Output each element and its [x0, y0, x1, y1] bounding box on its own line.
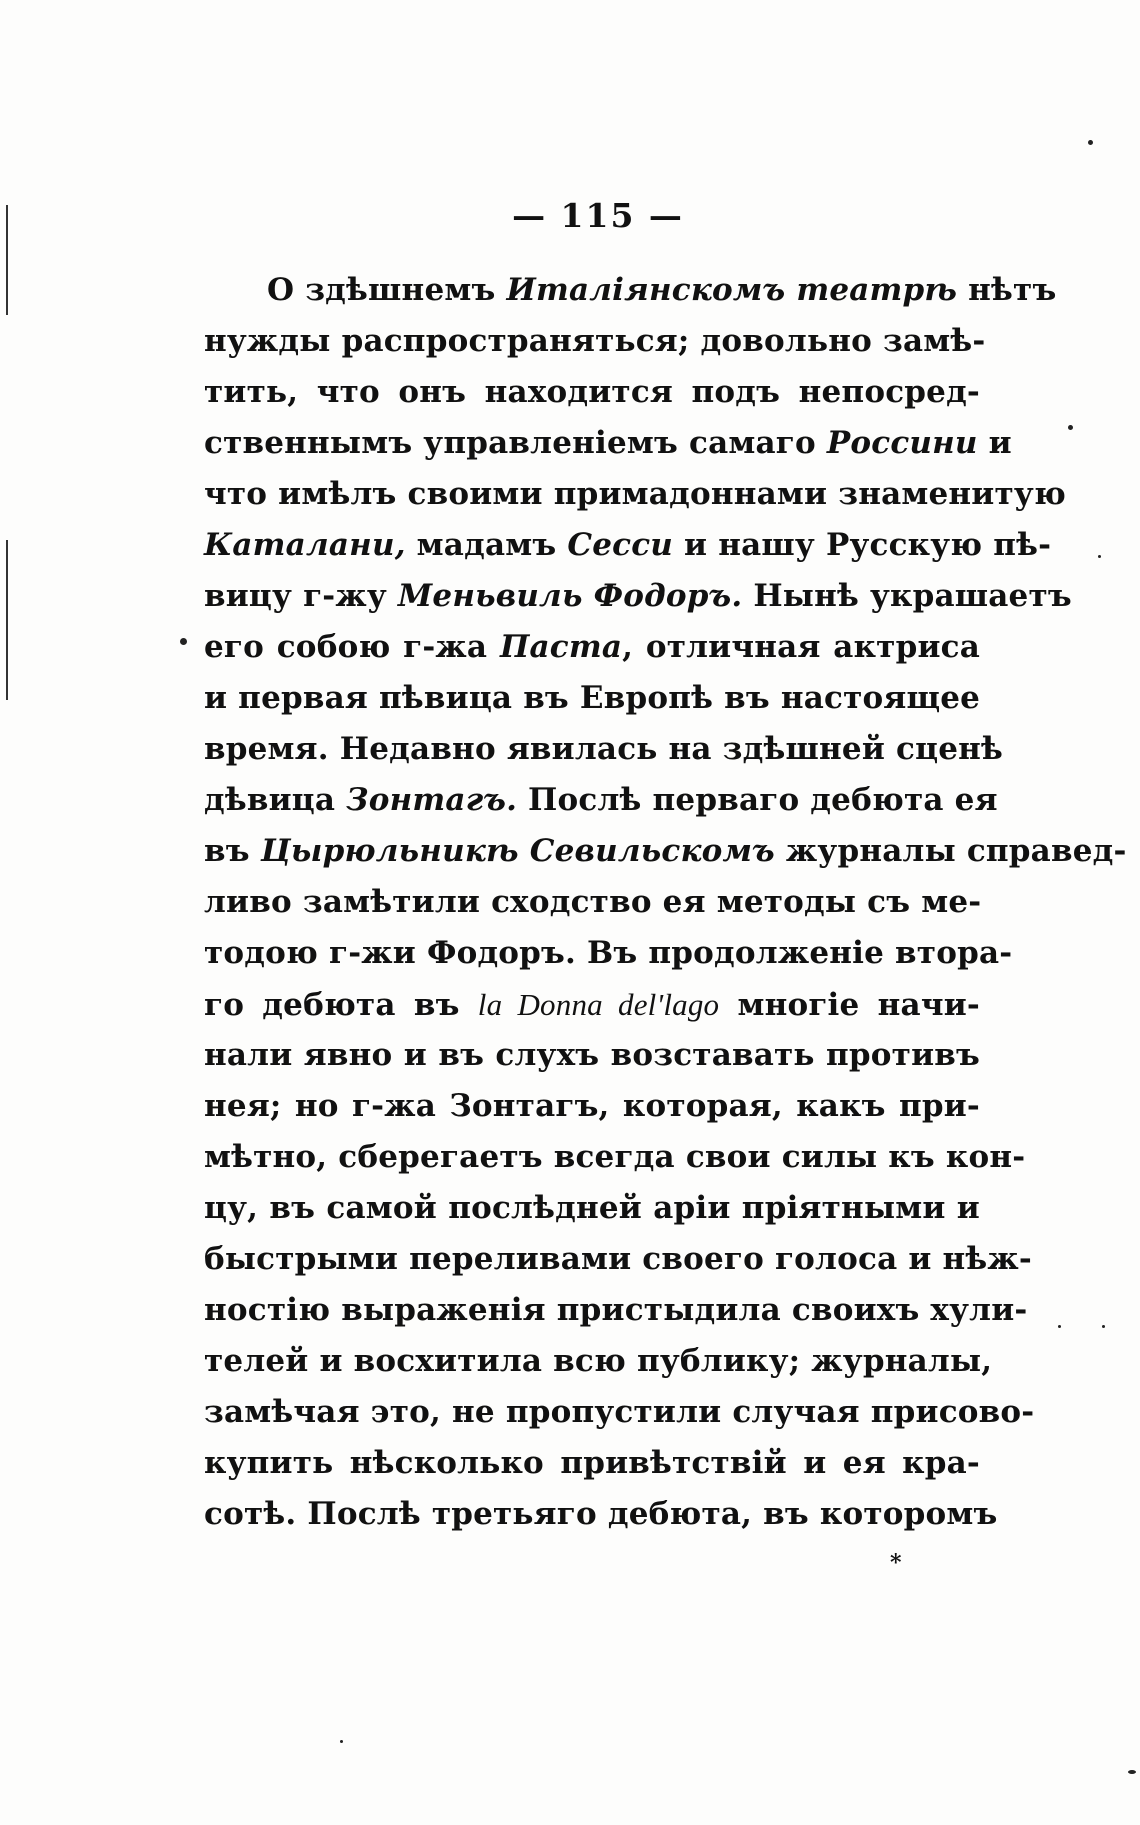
text-span: мадамъ	[405, 527, 568, 563]
italic-text-span: Россини	[826, 425, 978, 461]
text-span: дѣвица	[204, 782, 347, 818]
italic-text-span: Сесси	[567, 527, 674, 563]
text-span: телей и восхитила всю публику; журналы,	[204, 1343, 993, 1379]
text-span: и первая пѣвица въ Европѣ въ настоящее	[204, 680, 981, 716]
italic-text-span: Цырюльникѣ Севильскомъ	[260, 833, 775, 869]
margin-scan-line	[6, 205, 8, 315]
text-line	[204, 520, 1052, 571]
text-span: замѣчая это, не пропустили случая присово-	[204, 1394, 1035, 1430]
text-line	[204, 571, 1072, 622]
ink-speck	[1088, 140, 1093, 145]
text-span: цу, въ самой послѣдней аріи пріятными и	[204, 1190, 980, 1226]
text-line	[204, 1234, 1032, 1285]
text-line	[204, 622, 980, 673]
text-line	[204, 316, 986, 367]
italic-text-span: Зонтагъ.	[346, 782, 518, 818]
text-span: журналы справед-	[774, 833, 1127, 869]
text-span: ственнымъ управленіемъ самаго	[204, 425, 827, 461]
ink-speck	[1102, 1325, 1105, 1328]
text-line	[204, 1336, 993, 1387]
ink-speck	[1098, 555, 1101, 558]
text-line	[204, 826, 1127, 877]
italic-text-span: Меньвиль Фодоръ.	[397, 578, 743, 614]
text-span: его собою г-жа	[204, 629, 500, 665]
text-line	[204, 1183, 980, 1234]
text-span: нали явно и въ слухъ возставать противъ	[204, 1037, 980, 1073]
text-span: быстрыми переливами своего голоса и нѣж-	[204, 1241, 1032, 1277]
text-span: нѣтъ	[957, 272, 1057, 308]
italic-text-span: Италіянскомъ театрѣ	[506, 272, 958, 308]
text-span: нея; но г-жа Зонтагъ, которая, какъ при-	[204, 1088, 980, 1124]
ink-speck	[180, 638, 187, 645]
text-line	[204, 1489, 998, 1540]
text-span: мѣтно, сберегаетъ всегда свои силы къ кон-	[204, 1139, 1026, 1175]
text-line	[204, 1387, 1035, 1438]
text-line	[204, 673, 980, 724]
text-span: Нынѣ украшаетъ	[742, 578, 1072, 614]
text-span: го дебюта въ	[204, 987, 478, 1023]
text-span: О здѣшнемъ	[267, 272, 507, 308]
text-span: , отличная актриса	[622, 629, 980, 665]
margin-scan-line	[6, 540, 8, 700]
text-span: ностію выраженія пристыдила своихъ хули-	[204, 1292, 1028, 1328]
text-span: и нашу Русскую пѣ-	[673, 527, 1052, 563]
text-span: въ	[204, 833, 261, 869]
text-span: сотѣ. Послѣ третьяго дебюта, въ которомъ	[204, 1496, 998, 1532]
text-line	[204, 724, 1004, 775]
ink-speck	[1058, 1325, 1061, 1328]
text-span: тить, что онъ находится подъ непосред-	[204, 374, 980, 410]
text-span: нужды распространяться; довольно замѣ-	[204, 323, 986, 359]
ink-speck	[1068, 425, 1073, 430]
text-line	[204, 775, 998, 826]
text-span: что имѣлъ своими примадоннами знаменитую	[204, 476, 1066, 512]
italic-text-span: Паста	[499, 629, 623, 665]
text-line	[204, 418, 1012, 469]
text-line	[204, 1132, 1026, 1183]
text-line	[204, 367, 980, 418]
italic-text-span: la Donna del'lago	[477, 987, 720, 1022]
text-line	[204, 928, 1013, 979]
text-span: многіе начи-	[719, 987, 980, 1023]
body-text	[204, 265, 1127, 1540]
text-span: время. Недавно явилась на здѣшней сценѣ	[204, 731, 1004, 767]
text-span: купить нѣсколько привѣтствій и ея кра-	[204, 1445, 980, 1481]
text-span: вицу г-жу	[204, 578, 398, 614]
text-span: тодою г-жи Фодоръ. Въ продолженіе втора-	[204, 935, 1013, 971]
text-line	[204, 877, 980, 928]
text-line	[204, 469, 1066, 520]
text-line	[204, 1081, 980, 1132]
text-span: Послѣ перваго дебюта ея	[517, 782, 998, 818]
text-line	[204, 1438, 980, 1489]
text-line	[204, 265, 1057, 316]
text-span: ливо замѣтили сходство ея методы съ ме-	[204, 884, 982, 920]
ink-speck	[1128, 1770, 1136, 1774]
text-span: и	[977, 425, 1012, 461]
text-line	[204, 1030, 980, 1081]
page-number: — 115 —	[512, 196, 684, 235]
ink-speck	[340, 1740, 343, 1743]
signature-mark: *	[890, 1550, 902, 1576]
text-line	[204, 1285, 1028, 1336]
text-line	[204, 979, 980, 1030]
italic-text-span: Каталани,	[204, 527, 406, 563]
